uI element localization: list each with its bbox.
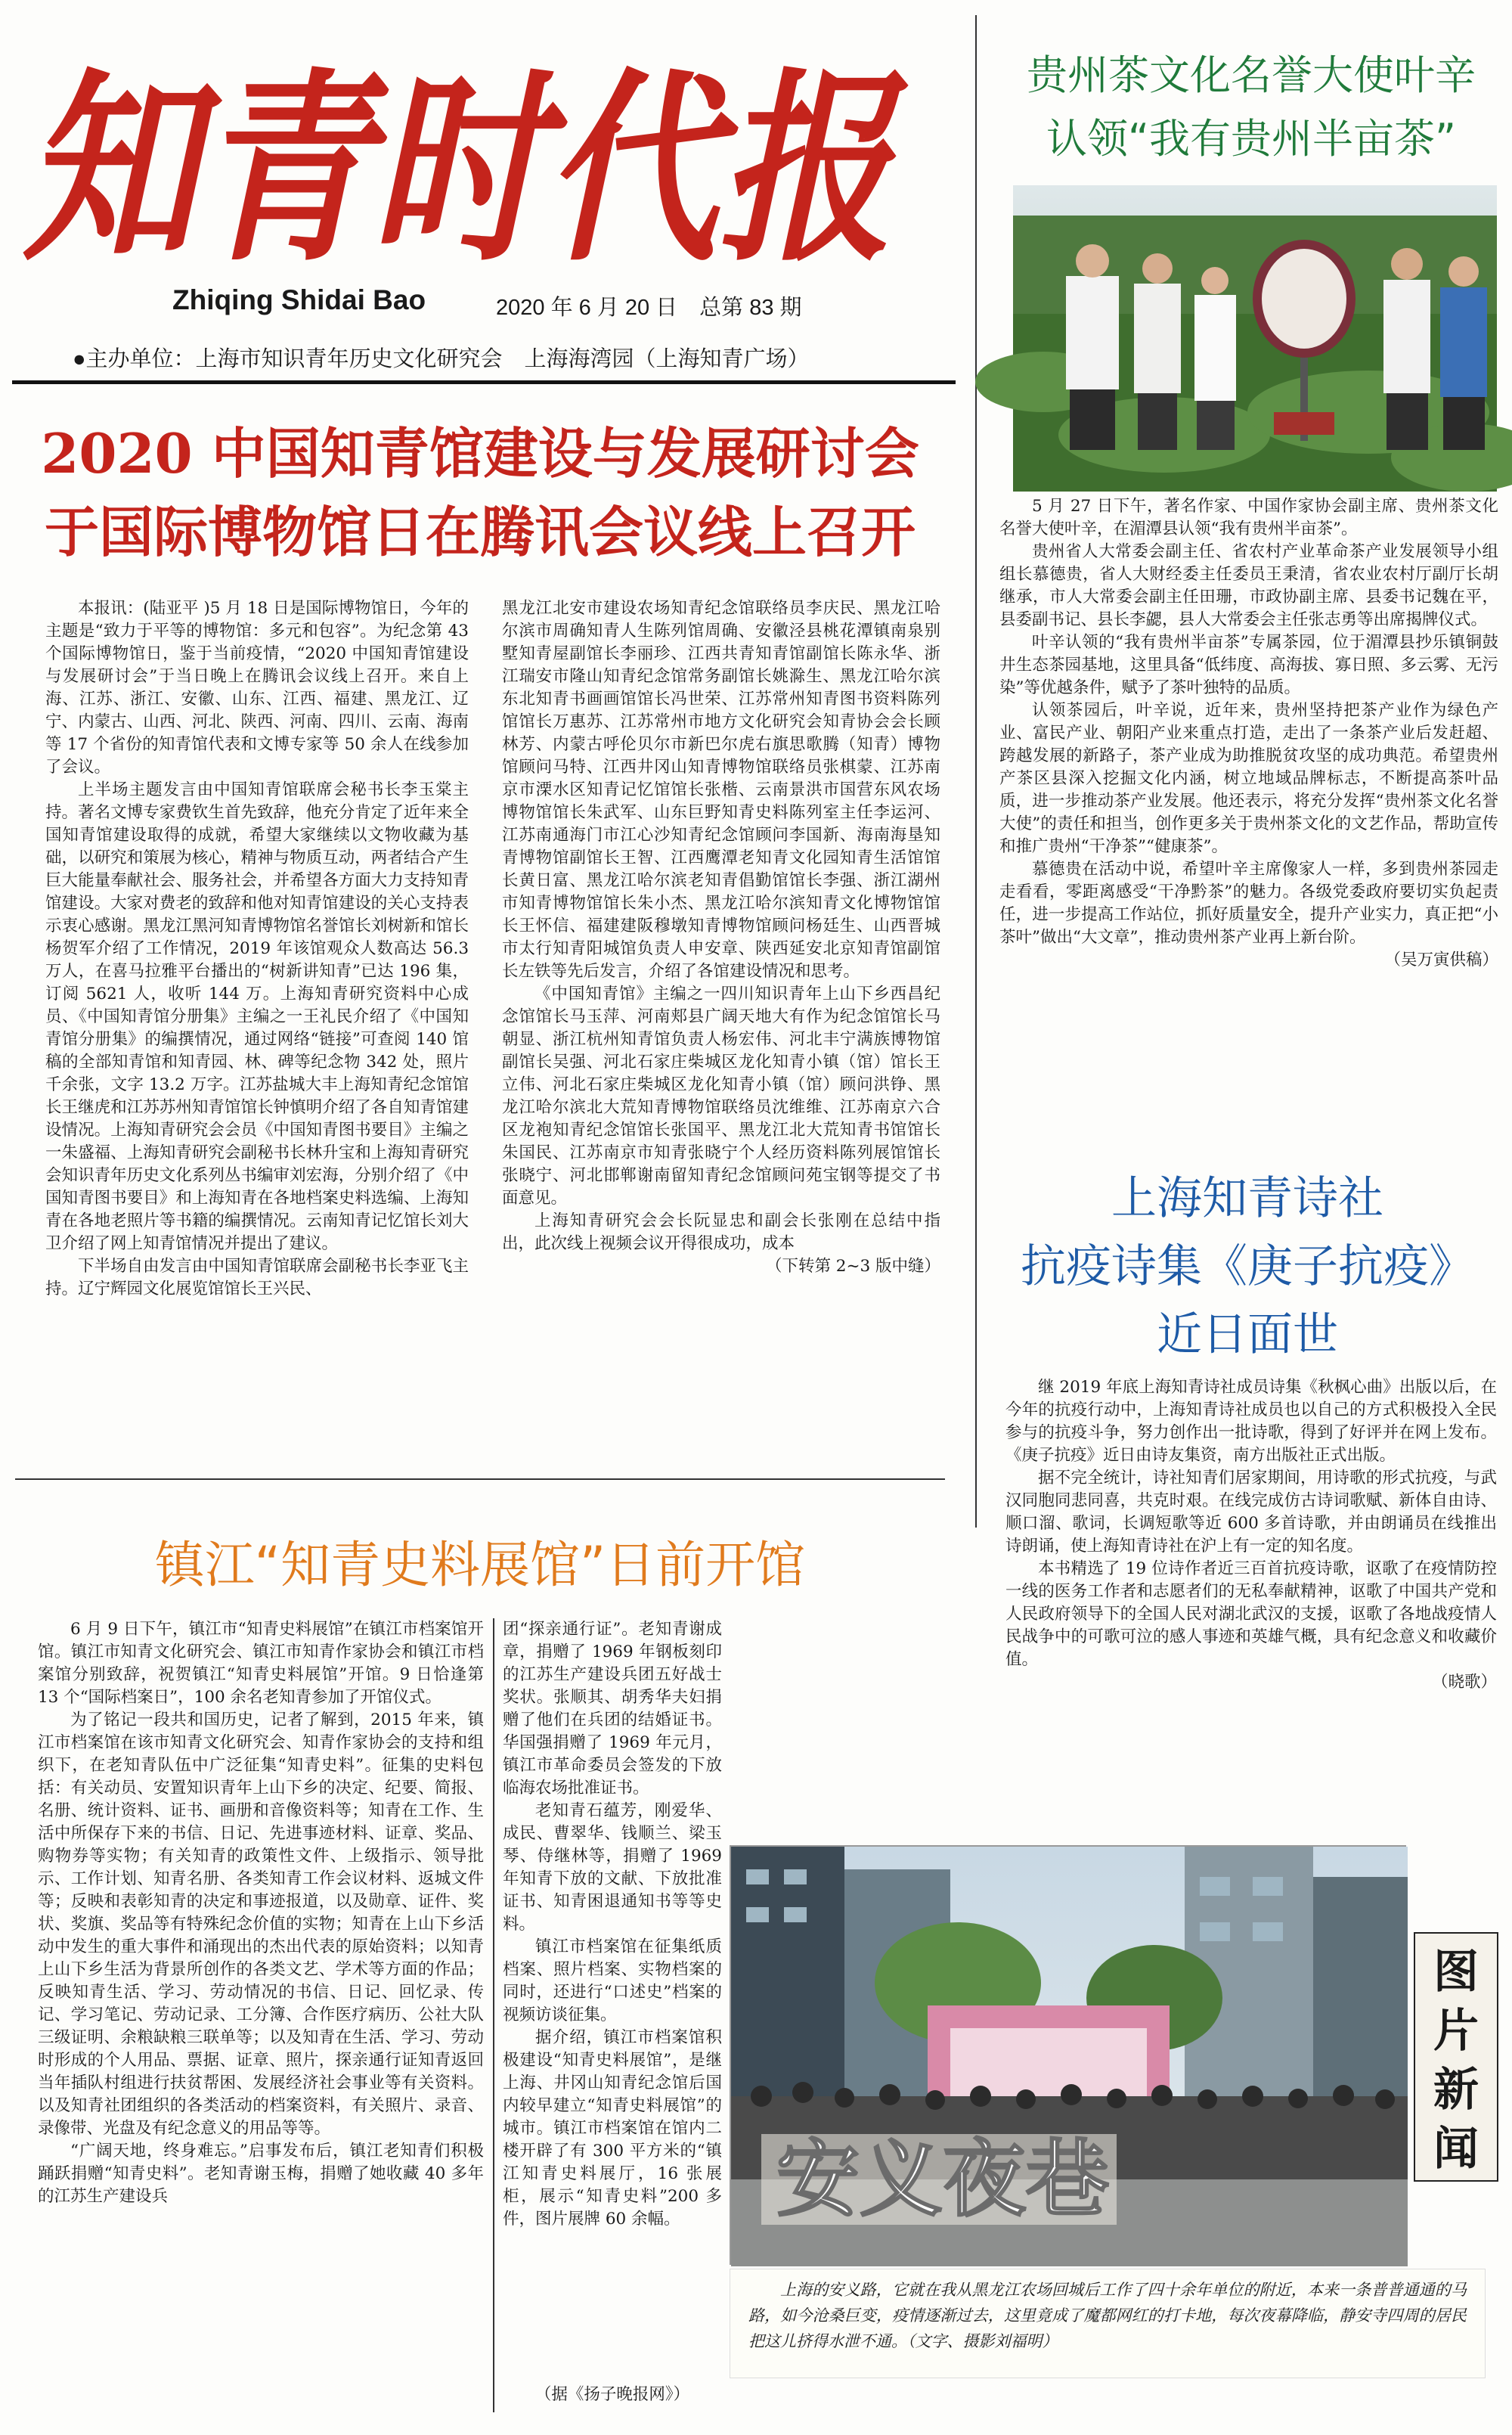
article2-para: 贵州省人大常委会副主任、省农村产业革命茶产业发展领导小组组长慕德贵，省人大财经委主任委员王秉清，省农业农村厅副厅长胡继承，市人大常委会副主任田珊，市政协副主席、县委书记魏在平，县委副书记、县长李勰，县人大常委会主任张志勇等出席揭牌仪式。 <box>999 542 1498 629</box>
column-divider <box>975 15 977 1528</box>
article1-col1 <box>45 597 469 1463</box>
article2-byline: （吴万寅供稿） <box>1384 951 1498 969</box>
article1-continued: （下转第 2~3 版中缝） <box>765 1257 940 1276</box>
article1-para: 上半场主题发言由中国知青馆联席会秘书长李玉棠主持。著名文博专家费钦生首先致辞，他充分肯定了近年来全国知青馆建设取得的成就，希望大家继续以文物收藏为基础，以研究和策展为核心，精神与物质互动，两者结合产生巨大能量奉献社会、服务社会，并希望各方面大力支持知青馆建设。大家对费老的致辞和他对知青馆建设的关心支持表示衷心感谢。黑龙江黑河知青博物馆名誉馆长刘树新和馆长杨贺军介绍了工作情况，2019 年该馆观众人数高达 56.3 万人，在喜马拉雅平台播出的“树新讲知青”已达 196 集，订阅 5621 人，收听 144 万。上海知青研究资料中心成员、《中国知青馆分册集》主编之一王礼民介绍了《中国知青馆分册集》的编撰情况，通过网络“链接”可查阅 140 馆稿的全部知青馆和知青园、林、碑等纪念物 342 处，照片千余张，文字 13.2 万字。江苏盐城大丰上海知青纪念馆馆长王继虎和江苏苏州知青馆馆长钟慎明介绍了各自知青馆建设情况。上海知青研究会会员《中国知青图书要目》主编之一朱盛福、上海知青研究会副秘书长林升宝和上海知青研究会知识青年历史文化系列丛书编审刘宏海，分别介绍了《中国知青图书要目》和上海知青在各地档案史料选编、上海知青在各地老照片等书籍的编撰情况。云南知青记忆馆长刘大卫介绍了网上知青馆情况并提出了建议。 <box>45 780 469 1253</box>
article4-source: （据《扬子晚报网》） <box>534 2385 690 2404</box>
photo-news-label-char: 新 <box>1433 2064 1479 2117</box>
article3-para: 继 2019 年底上海知青诗社成员诗集《秋枫心曲》出版以后，在今年的抗疫行动中，上海知青诗社成员也以自己的方式积极投入全民参与的抗疫斗争，努力创作出一批诗歌，得到了好评并在网上发布。《庚子抗疫》近日由诗友集资，南方出版社正式出版。 <box>1005 1378 1497 1465</box>
article3-headline-line1: 上海知青诗社 <box>1111 1172 1383 1225</box>
article2-headline <box>1005 44 1497 171</box>
anyi-night-photo <box>730 1845 1406 2265</box>
article4-col2 <box>503 1618 722 2382</box>
photo-news-label-char: 片 <box>1433 2005 1479 2058</box>
tea-garden-photo <box>1013 185 1497 492</box>
anyi-sign-text: 安义夜巷 <box>776 2130 1109 2228</box>
article3-para: 本书精选了 19 位诗作者近三百首抗疫诗歌，讴歌了在疫情防控一线的医务工作者和志愿者们的无私奉献精神，讴歌了中国共产党和人民政府领导下的全国人民对湖北武汉的支援，讴歌了各地战疫情人民战争中的可歌可泣的感人事迹和英雄气概，具有纪念意义和收藏价值。 <box>1005 1559 1497 1669</box>
article2-body <box>999 495 1498 1153</box>
article4-para: “广阔天地，终身难忘。”启事发布后，镇江老知青们积极踊跃捐赠“知青史料”。老知青谢玉梅，捐赠了她收藏 40 多年的江苏生产建设兵 <box>38 2142 484 2206</box>
photo-news-label <box>1414 1932 1498 2182</box>
article1-para: 本报讯：(陆亚平 )5 月 18 日是国际博物馆日，今年的主题是“致力于平等的博物馆：多元和包容”。为纪念第 43 个国际博物馆日，鉴于当前疫情，“2020 中国知青馆建设与发展研讨会”于当日晚上在腾讯会议线上召开。来自上海、江苏、浙江、安徽、山东、江西、福建、黑龙江、辽宁、内蒙古、山西、河北、陕西、河南、四川、云南、海南等 17 个省份的知青馆代表和文博专家等 50 余人在线参加了会议。 <box>45 599 469 777</box>
photo-news-label-char: 图 <box>1433 1946 1479 1999</box>
photo-news-caption: 上海的安义路，它就在我从黑龙江农场回城后工作了四十余年单位的附近，本来一条普普通通的马路，如今沧桑巨变，疫情逐渐过去，这里竟成了魔都网红的打卡地，每次夜幕降临，静安寺四周的居民把这儿挤得水泄不通。（文字、摄影刘福明） <box>748 2281 1467 2350</box>
host-line: ●主办单位：上海市知识青年历史文化研究会 上海海湾园（上海知青广场） <box>73 347 810 371</box>
article1-col2 <box>502 597 940 1463</box>
article4-para: 6 月 9 日下午，镇江市“知青史料展馆”在镇江市档案馆开馆。镇江市知青文化研究会、镇江市知青作家协会和镇江市档案馆分别致辞，祝贺镇江“知青史料展馆”开馆。9 日恰逢第 13 个“国际档案日”，100 余名老知青参加了开馆仪式。 <box>38 1620 484 1707</box>
article1-para: 上海知青研究会会长阮显忠和副会长张刚在总结中指出，此次线上视频会议开得很成功，成本 <box>502 1211 940 1253</box>
article1-para: 《中国知青馆》主编之一四川知识青年上山下乡西昌纪念馆馆长马玉萍、河南郏县广阔天地大有作为纪念馆馆长马朝显、浙江杭州知青馆负责人杨宏伟、河北丰宁满族博物馆副馆长吴强、河北石家庄柴城区龙化知青小镇（馆）馆长王立伟、河北石家庄柴城区龙化知青小镇（馆）顾问洪铮、黑龙江哈尔滨北大荒知青博物馆联络员沈维维、江苏南京六合区龙袍知青纪念馆馆长张国平、黑龙江北大荒知青书馆馆长朱国民、江苏南京市知青张晓宁个人经历资料陈列展馆馆长张晓宁、河北邯郸谢南留知青纪念馆顾问苑宝钢等提交了书面意见。 <box>502 985 940 1208</box>
masthead-title-text: 知青时代报 <box>23 48 912 289</box>
article1-headline <box>15 414 945 572</box>
article2-para: 认领茶园后，叶辛说，近年来，贵州坚持把茶产业作为绿色产业、富民产业、朝阳产业来重点打造，走出了一条茶产业后发赶超、跨越发展的新路子，茶产业成为助推脱贫攻坚的成功典范。希望贵州产茶区县深入挖掘文化内涵，树立地域品牌标志，不断提高茶叶品质，进一步推动茶产业发展。他还表示，将充分发挥“贵州茶文化名誉大使”的责任和担当，创作更多关于贵州茶文化的文艺作品，帮助宣传和推广贵州“干净茶”“健康茶”。 <box>999 701 1498 856</box>
article2-para: 慕德贵在活动中说，希望叶辛主席像家人一样，多到贵州茶园走走看看，零距离感受“干净黔茶”的魅力。各级党委政府要切实负起责任，进一步提高工作站位，抓好质量安全，提升产业实力，真正把“小茶叶”做出“大文章”，推动贵州茶产业再上新台阶。 <box>999 860 1498 947</box>
article2-para: 叶辛认领的“我有贵州半亩茶”专属茶园，位于湄潭县抄乐镇铜鼓井生态茶园基地，这里具备“低纬度、高海拔、寡日照、多云雾、无污染”等优越条件，赋予了茶叶独特的品质。 <box>999 633 1498 697</box>
photo-news-label-char: 闻 <box>1433 2123 1479 2176</box>
photo-news-caption-box <box>730 2269 1486 2378</box>
article1-para: 下半场自由发言由中国知青馆联席会副秘书长李亚飞主持。辽宁辉园文化展览馆馆长王兴民、 <box>45 1257 469 1298</box>
article4-headline: 镇江“知青史料展馆”日前开馆 <box>154 1536 806 1594</box>
issue-date: 2020 年 6 月 20 日 总第 83 期 <box>496 296 802 320</box>
masthead-pinyin: Zhiqing Shidai Bao <box>172 284 426 315</box>
article2-headline-line2: 认领“我有贵州半亩茶” <box>1046 115 1456 163</box>
article3-headline <box>990 1165 1504 1369</box>
article4-para: 为了铭记一段共和国历史，记者了解到，2015 年来，镇江市档案馆在该市知青文化研究会、知青作家协会的支持和组织下，在老知青队伍中广泛征集“知青史料”。征集的史料包括：有关动员、安置知识青年上山下乡的决定、纪要、简报、名册、统计资料、证书、画册和音像资料等；知青在工作、生活中所保存下来的书信、日记、先进事迹材料、证章、奖品、购物券等实物；有关知青的政策性文件、上级指示、领导批示、工作计划、知青名册、各类知青工作会议材料、返城文件等；反映和表彰知青的决定和事迹报道，以及勋章、证件、奖状、奖旗、奖品等有特殊纪念价值的实物；知青在上山下乡活动中发生的重大事件和涌现出的杰出代表的原始资料；以知青上山下乡生活为背景所创作的各类文艺、学术等方面的作品；反映知青生活、学习、劳动情况的书信、日记、回忆录、传记、学习笔记、劳动记录、工分簿、合作医疗病历、公社大队三级证明、余粮缺粮三联单等；以及知青在生活、学习、劳动时形成的个人用品、票据、证章、照片，探亲通行证知青返回当年插队村组进行扶贫帮困、发展经济社会事业等有关资料。以及知青社团组织的各类活动的档案资料，有关照片、录音、录像带、光盘及有纪念意义的用品等等。 <box>38 1711 484 2138</box>
article3-byline: （晓歌） <box>1431 1673 1497 1692</box>
article4-para: 团“探亲通行证”。老知青谢成章，捐赠了 1969 年钢板刻印的江苏生产建设兵团五好战士奖状。张顺其、胡秀华夫妇捐赠了他们在兵团的结婚证书。华国强捐赠了 1969 年元月，镇江市革命委员会签发的下放临海农场批准证书。 <box>503 1620 722 1798</box>
article3-body <box>1005 1376 1497 1800</box>
article1-headline-line2: 于国际博物馆日在腾讯会议线上召开 <box>44 500 916 564</box>
article2-para: 5 月 27 日下午，著名作家、中国作家协会副主席、贵州茶文化名誉大使叶辛，在湄潭县认领“我有贵州半亩茶”。 <box>999 497 1498 538</box>
article4-col1 <box>38 1618 484 2420</box>
masthead-rule <box>12 380 956 384</box>
article3-headline-line3: 近日面世 <box>1157 1308 1338 1361</box>
article4-para: 镇江市档案馆在征集纸质档案、照片档案、实物档案的同时，还进行“口述史”档案的视频访谈征集。 <box>503 1937 722 2024</box>
article3-headline-line2: 抗疫诗集《庚子抗疫》 <box>1021 1240 1474 1293</box>
article1-headline-line1: 2020 中国知青馆建设与发展研讨会 <box>41 421 919 485</box>
article4-para: 老知青石蕴芳，刚爱华、成民、曹翠华、钱顺兰、梁玉琴、侍继林等，捐赠了 1969 年知青下放的文献、下放批准证书、知青困退通知书等等史料。 <box>503 1801 722 1934</box>
article4-para: 据介绍，镇江市档案馆积极建设“知青史料展馆”，是继上海、井冈山知青纪念馆后国内较早建立“知青史料展馆”的城市。镇江市档案馆在馆内二楼开辟了有 300 平方米的“镇江知青史料展厅，16 张展柜，展示“知青史料”200 多件，图片展牌 60 余幅。 <box>503 2028 722 2229</box>
masthead-title <box>15 14 912 289</box>
article1-para: 黑龙江北安市建设农场知青纪念馆联络员李庆民、黑龙江哈尔滨市周确知青人生陈列馆周确、安徽泾县桃花潭镇南泉别墅知青屋副馆长李丽珍、江西共青知青馆副馆长陈永华、浙江瑞安市隆山知青纪念馆常务副馆长姚滁生、黑龙江哈尔滨东北知青书画画馆馆长冯世荣、江苏常州知青图书资料陈列馆馆长万惠苏、江苏常州市地方文化研究会知青协会会长顾林芳、内蒙古呼伦贝尔市新巴尔虎右旗思歌腾（知青）博物馆顾问马特、江西井冈山知青博物馆联络员张棋蒙、江苏南京市溧水区知青记忆馆馆长张楷、云南景洪市国营东风农场博物馆馆长朱武军、山东巨野知青史料陈列室主任李运河、江苏南通海门市江心沙知青纪念馆顾问李国新、海南海垦知青博物馆副馆长王智、江西鹰潭老知青文化园知青生活馆馆长黄日富、黑龙江哈尔滨老知青倡勤馆馆长李强、浙江湖州市知青博物馆馆长朱小杰、黑龙江哈尔滨知青文化博物馆馆长王怀信、福建建阪穆墩知青博物馆顾问杨廷生、山西晋城市太行知青阳城馆负责人申安章、陕西延安北京知青馆副馆长左铁等先后发言，介绍了各馆建设情况和思考。 <box>502 599 940 981</box>
article3-para: 据不完全统计，诗社知青们居家期间，用诗歌的形式抗疫，与武汉同胞同悲同喜，共克时艰。在线完成仿古诗词歌赋、新体自由诗、顺口溜、歌词，长调短歌等近 600 多首诗歌，并由朗诵员在线推出诗朗诵，使上海知青诗社在沪上有一定的知名度。 <box>1005 1469 1497 1556</box>
article2-headline-line1: 贵州茶文化名誉大使叶辛 <box>1027 51 1476 99</box>
article1-bottom-rule <box>15 1478 945 1480</box>
article4-col-divider <box>493 1618 494 2412</box>
